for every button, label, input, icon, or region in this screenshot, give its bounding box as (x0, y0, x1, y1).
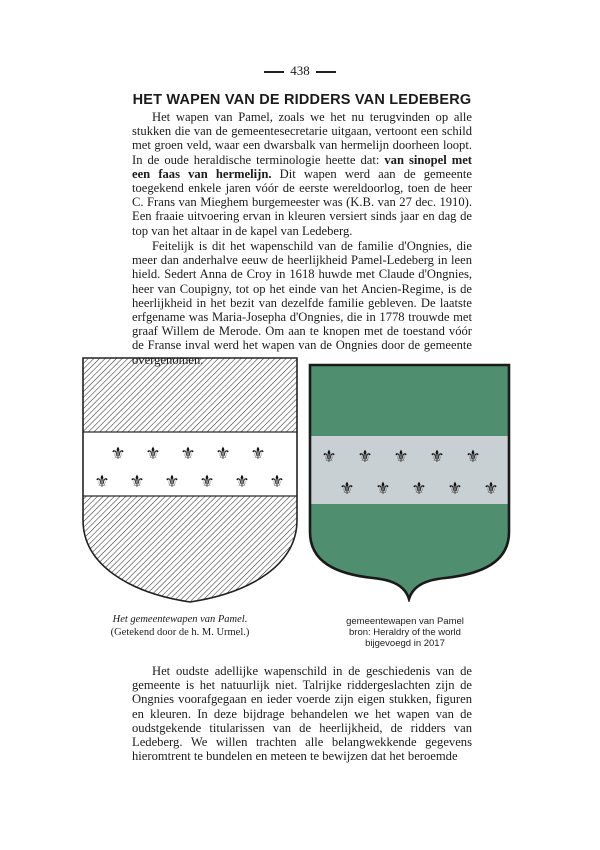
svg-text:⚜: ⚜ (129, 472, 145, 492)
svg-text:⚜: ⚜ (110, 444, 126, 464)
paragraph-1: Het wapen van Pamel, zoals we het nu terugvinden op alle stukken die van de gemeentesecretarie uitgaan, vertoont een schild met groen veld, waar een dwarsbalk van hermelijn doorheen loopt. In de oude heraldische terminologie heette dat: van sinopel met een faas van hermelijn. Dit wapen werd aan de gemeente toegekend enkele jaren vóór de eerste wereldoorlog, toen de heer C. Frans van Mieghem burgemeester was (K.B. van 27 dec. 1910). Een fraaie uitvoering ervan in kleuren versiert sinds jaar en dag de top van het altaar in de kapel van Ledeberg. (132, 110, 473, 238)
svg-text:⚜: ⚜ (375, 479, 391, 499)
page-number-dash-right (316, 71, 336, 73)
svg-text:⚜: ⚜ (393, 447, 409, 467)
shield-drawing (80, 355, 300, 605)
caption-left: Het gemeentewapen van Pamel. (Getekend door de h. M. Urmel.) (110, 614, 250, 638)
svg-text:⚜: ⚜ (269, 472, 285, 492)
article-heading: HET WAPEN VAN DE RIDDERS VAN LEDEBERG (132, 92, 472, 108)
page-number: 438 (0, 63, 600, 79)
svg-text:⚜: ⚜ (145, 444, 161, 464)
svg-text:⚜: ⚜ (164, 472, 180, 492)
svg-text:⚜: ⚜ (250, 444, 266, 464)
svg-text:⚜: ⚜ (199, 472, 215, 492)
svg-text:⚜: ⚜ (429, 447, 445, 467)
svg-text:⚜: ⚜ (465, 447, 481, 467)
svg-text:⚜: ⚜ (94, 472, 110, 492)
page-number-dash-left (264, 71, 284, 73)
svg-text:⚜: ⚜ (483, 479, 499, 499)
svg-text:⚜: ⚜ (321, 447, 337, 467)
svg-text:⚜: ⚜ (447, 479, 463, 499)
svg-text:⚜: ⚜ (411, 479, 427, 499)
caption-right: gemeentewapen van Pamel bron: Heraldry of the world bijgevoegd in 2017 (346, 616, 464, 649)
paragraph-2: Feitelijk is dit het wapenschild van de familie d'Ongnies, die meer dan anderhalve eeuw de heerlijkheid Pamel-Ledeberg in leen hield. Sedert Anna de Croy in 1618 huwde met Claude d'Ongnies, heer van Coupigny, tot op het einde van het Ancien-Regime, is de heerlijkheid in het bezit van dezelfde familie gebleven. De laatste erfgename was Maria-Josepha d'Ongnies, die in 1778 trouwde met graaf Willem de Merode. Om aan te knopen met de toestand vóór de Franse inval werd het wapen van de Ongnies door de gemeente (132, 239, 472, 353)
svg-text:⚜: ⚜ (234, 472, 250, 492)
shield-color (307, 362, 512, 602)
paragraph-3: Het oudste adellijke wapenschild in de geschiedenis van de gemeente is het natuurlijk niet. Talrijke riddergeslachten zijn de Ongnies voorafgegaan en ieder voerde zijn eigen stukken, figuren en kleuren. In deze bijdrage behandelen we het wapen van de oudstgekende titularissen van de heerlijkheid, de ridders van Ledeberg. We willen trachten alle belangwekkende gegevens hieromtrent te bundelen en meteen te bewijzen dat het beroemde (132, 664, 472, 764)
svg-text:⚜: ⚜ (180, 444, 196, 464)
svg-text:⚜: ⚜ (215, 444, 231, 464)
svg-text:⚜: ⚜ (357, 447, 373, 467)
heraldic-term: van sinopel met een faas van hermelijn. (132, 152, 473, 181)
svg-text:⚜: ⚜ (339, 479, 355, 499)
